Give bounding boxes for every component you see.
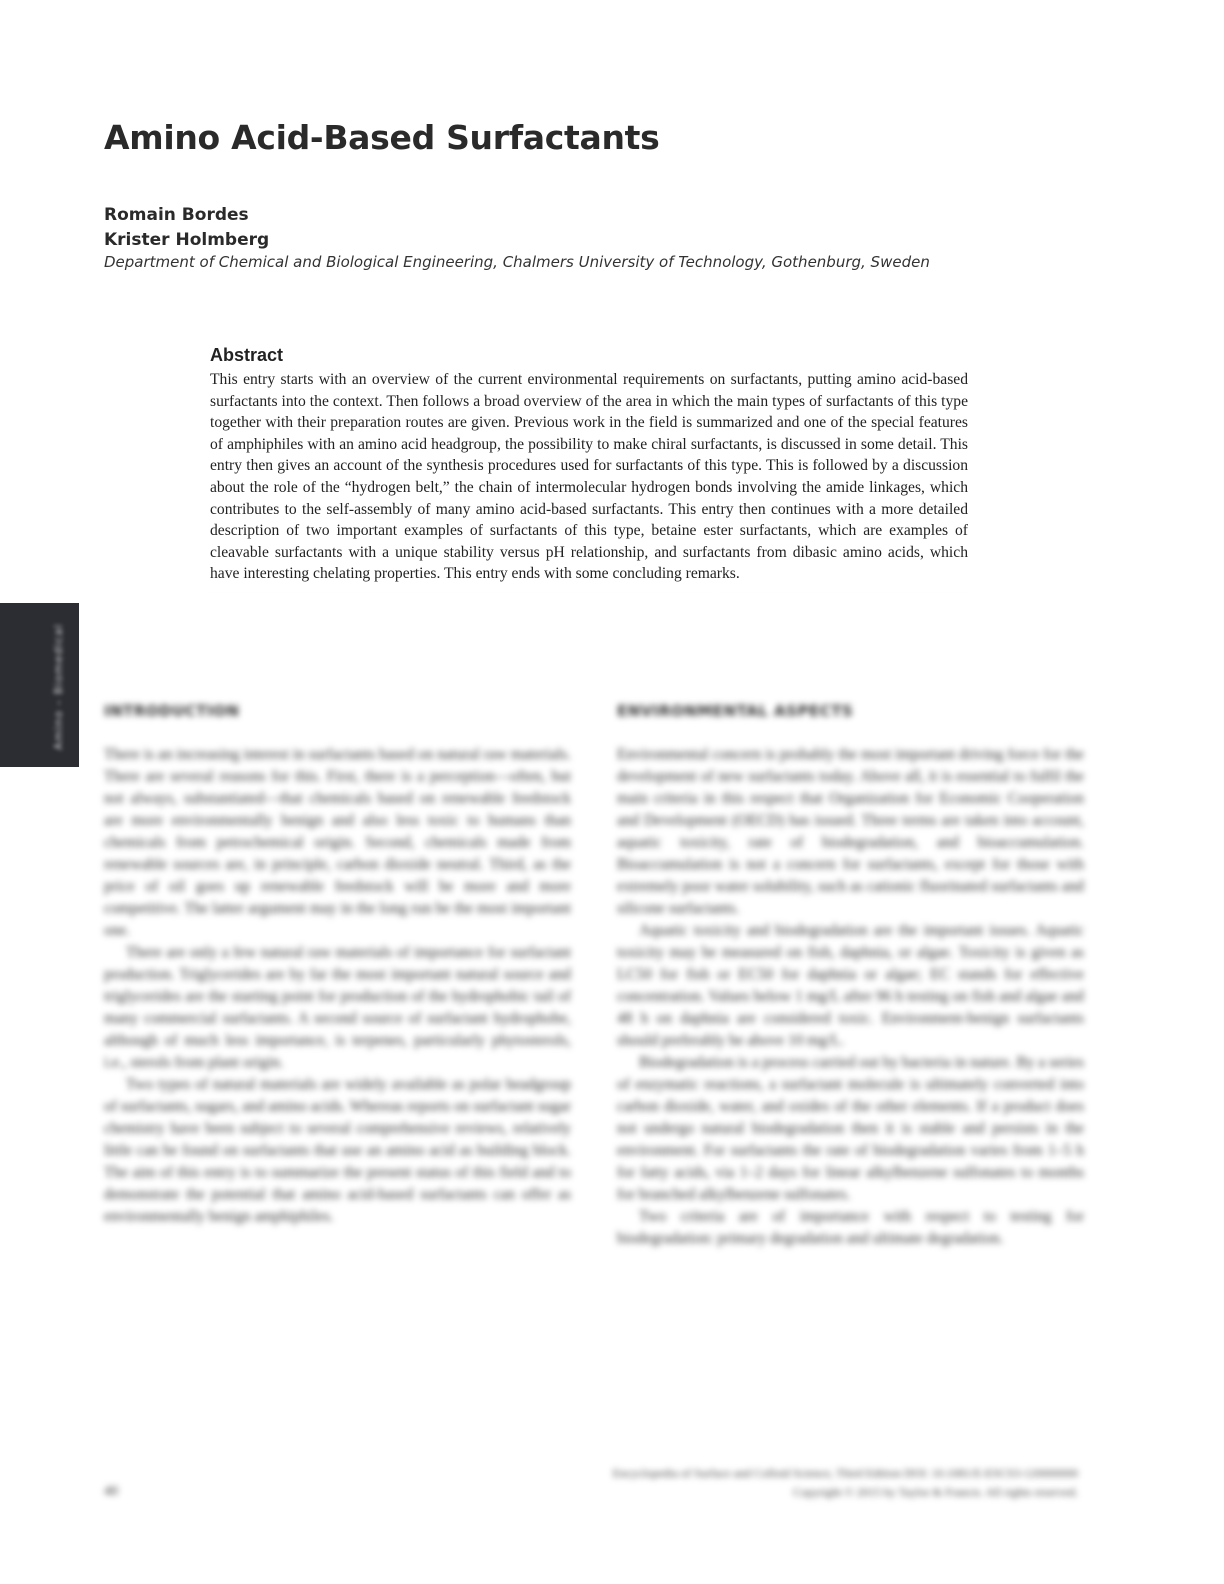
body-paragraph: Environmental concern is probably the most important driving force for the development of new surfactants today. Above all, it is essential to fulfil the main criteria in this respect that Organization for Economic Cooperation and Development (OECD) has issued. Three terms are taken into account, aquatic toxicity, rate of biodegradation, and bioaccumulation. Bioaccumulation is not a concern for surfactants, except for those with extremely poor water solubility, such as cationic fluorinated surfactants and silicone surfactants. (617, 746, 1084, 917)
page-number: 40 (104, 1484, 118, 1499)
body-paragraph: Two types of natural materials are widely available as polar headgroup of surfactants, sugars, and amino acids. Whereas reports on surfactant sugar chemistry have been subject to several comprehensive reviews, relatively little can be found on surfactants that use an amino acid as building block. The aim of this entry is to summarize the present status of this field and to demonstrate the potential that amino acid-based surfactants can offer as environmentally benign amphiphiles. (104, 1076, 571, 1225)
side-tab-label: Amino – Biomedical (52, 623, 65, 750)
body-paragraph: Biodegradation is a process carried out by bacteria in nature. By a series of enzymatic reactions, a surfactant molecule is ultimately converted into carbon dioxide, water, and oxides of the other elements. If a product does not undergo natural biodegradation then it is stable and persists in the environment. For surfactants the rate of biodegradation varies from 1–5 h for fatty acids, via 1–2 days for linear alkylbenzene sulfonates to months for branched alkylbenzene sulfonates. (617, 1054, 1084, 1203)
footer-citation: Encyclopedia of Surface and Colloid Science, Third Edition DOI: 10.1081/E-ESCS3-120000000 (612, 1466, 1078, 1480)
body-paragraph: Two criteria are of importance with respect to testing for biodegradation: primary degradation and ultimate degradation. (617, 1208, 1084, 1247)
author-name: Romain Bordes (104, 205, 249, 225)
paper-title: Amino Acid-Based Surfactants (104, 118, 660, 157)
body-paragraph: There are only a few natural raw materials of importance for surfactant production. Triglycerides are by far the most important natural source and triglycerides are the starting point for production of the hydrophobic tail of many commercial surfactants. A second source of surfactant hydrophobe, although of much less importance, is terpenes, particularly phytosterols, i.e., sterols from plant origin. (104, 944, 571, 1071)
abstract-blur-overlay (205, 587, 975, 633)
abstract-text: This entry starts with an overview of the current environmental requirements on surfactants, putting amino acid-based surfactants into the context. Then follows a broad overview of the area in which the main types of surfactants of this type together with their preparation routes are given. Previous work in the field is summarized and one of the special features of amphiphiles with an amino acid headgroup, the possibility to make chiral surfactants, is discussed in some detail. This entry then gives an account of the synthesis procedures used for surfactants of this type. This is followed by a discussion about the role of the “hydrogen belt,” the chain of intermolecular hydrogen bonds involving the amide linkages, which contributes to the self-assembly of many amino acid-based surfactants. This entry then continues with a more detailed description of two important examples of surfactants of this type, betaine ester surfactants, which are examples of cleavable surfactants with a unique stability versus pH relationship, and surfactants from dibasic amino acids, which have interesting chelating properties. This entry ends with some concluding remarks. (210, 371, 968, 583)
body-paragraph: Aquatic toxicity and biodegradation are the important issues. Aquatic toxicity may be measured on fish, daphnia, or algae. Toxicity is given as LC50 for fish or EC50 for daphnia or algae; EC stands for effective concentration. Values below 1 mg/L after 96 h testing on fish and algae and 48 h on daphnia are considered toxic. Environment-benign surfactants should preferably be above 10 mg/L. (617, 922, 1084, 1049)
section-heading-environmental-aspects: ENVIRONMENTAL ASPECTS (617, 702, 854, 720)
column-right (617, 744, 1084, 1436)
footer-copyright: Copyright © 2015 by Taylor & Francis. All rights reserved. (792, 1485, 1078, 1499)
author-name: Krister Holmberg (104, 230, 270, 250)
column-left (104, 744, 571, 1228)
body-paragraph: There is an increasing interest in surfactants based on natural raw materials. There are several reasons for this. First, there is a perception—often, but not always, substantiated—that chemicals based on renewable feedstock are more environmentally benign and also less toxic to humans than chemicals from petrochemical origin. Second, chemicals made from renewable sources are, in principle, carbon dioxide neutral. Third, as the price of oil goes up renewable feedstock will be more and more competitive. The latter argument may in the long run be the most important one. (104, 746, 571, 939)
section-side-tab (0, 603, 79, 767)
section-heading-introduction: INTRODUCTION (104, 702, 240, 720)
abstract-heading: Abstract (210, 345, 284, 365)
author-affiliation: Department of Chemical and Biological Engineering, Chalmers University of Technology, Gothenburg, Sweden (104, 253, 930, 271)
